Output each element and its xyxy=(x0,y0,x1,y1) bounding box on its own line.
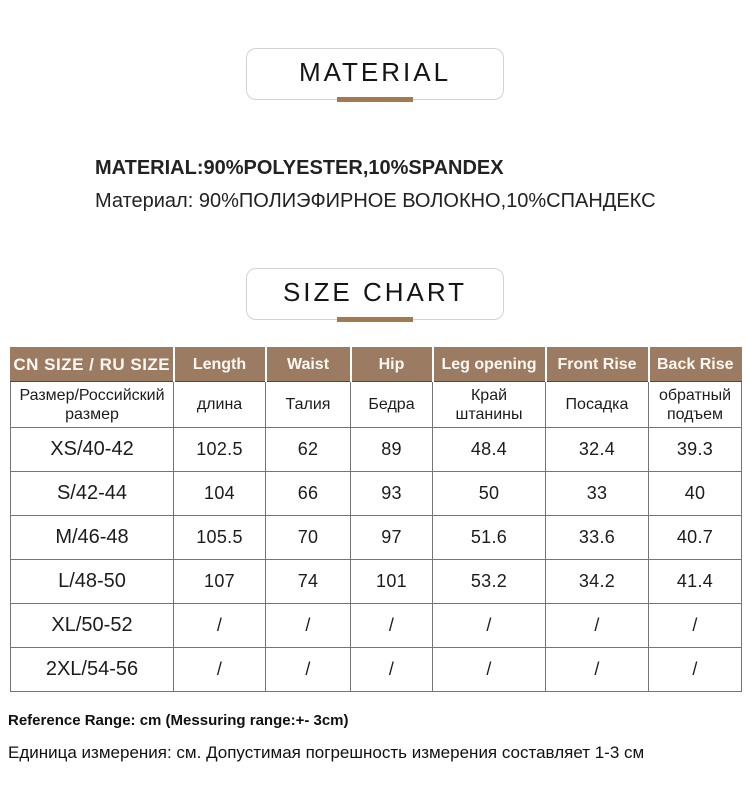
table-row-2xl xyxy=(11,648,742,692)
table-row-l xyxy=(11,560,742,604)
ru-header-cell-waist: Талия xyxy=(266,382,351,428)
value-cell: 34.2 xyxy=(546,560,649,604)
material-section-header xyxy=(246,48,504,100)
ru-header-cell-hip: Бедра xyxy=(351,382,433,428)
ru-header-cell-front-rise: Посадка xyxy=(546,382,649,428)
material-accent-underline xyxy=(337,97,413,102)
value-cell: / xyxy=(266,604,351,648)
table-row-xl xyxy=(11,604,742,648)
value-cell: / xyxy=(433,648,546,692)
value-cell: / xyxy=(174,604,266,648)
ru-header-cell-leg-opening: Край штанины xyxy=(433,382,546,428)
value-cell: 93 xyxy=(351,472,433,516)
header-cell-back-rise: Back Rise xyxy=(649,348,742,382)
value-cell: / xyxy=(174,648,266,692)
table-row-s xyxy=(11,472,742,516)
ru-header-cell-back-rise: обратный подъем xyxy=(649,382,742,428)
value-cell: / xyxy=(546,604,649,648)
value-cell: 104 xyxy=(174,472,266,516)
size-label: M/46-48 xyxy=(11,516,174,560)
table-row-m xyxy=(11,516,742,560)
size-chart-section-header xyxy=(246,268,504,320)
table-header-row-russian xyxy=(11,382,742,428)
value-cell: 48.4 xyxy=(433,428,546,472)
size-label: XL/50-52 xyxy=(11,604,174,648)
value-cell: 101 xyxy=(351,560,433,604)
ru-header-cell-size: Размер/Российский размер xyxy=(11,382,174,428)
material-info-block xyxy=(95,152,750,218)
value-cell: 39.3 xyxy=(649,428,742,472)
value-cell: / xyxy=(266,648,351,692)
value-cell: / xyxy=(649,604,742,648)
size-chart-table xyxy=(10,347,742,692)
value-cell: 33 xyxy=(546,472,649,516)
size-chart-section-title: SIZE CHART xyxy=(282,277,468,307)
value-cell: / xyxy=(649,648,742,692)
table-header-row-english xyxy=(11,348,742,382)
value-cell: 32.4 xyxy=(546,428,649,472)
measurement-notes xyxy=(8,712,750,763)
header-cell-front-rise: Front Rise xyxy=(546,348,649,382)
value-cell: 41.4 xyxy=(649,560,742,604)
header-cell-waist: Waist xyxy=(266,348,351,382)
value-cell: 89 xyxy=(351,428,433,472)
material-section-title: MATERIAL xyxy=(298,57,452,87)
value-cell: 40.7 xyxy=(649,516,742,560)
material-info-english: MATERIAL:90%POLYESTER,10%SPANDEX xyxy=(95,157,504,179)
size-label: 2XL/54-56 xyxy=(11,648,174,692)
header-cell-size: CN SIZE / RU SIZE xyxy=(11,348,174,382)
note-english: Reference Range: cm (Messuring range:+- 3cm) xyxy=(8,712,349,729)
value-cell: 50 xyxy=(433,472,546,516)
value-cell: 66 xyxy=(266,472,351,516)
value-cell: / xyxy=(433,604,546,648)
header-cell-length: Length xyxy=(174,348,266,382)
value-cell: 105.5 xyxy=(174,516,266,560)
value-cell: 70 xyxy=(266,516,351,560)
value-cell: 107 xyxy=(174,560,266,604)
material-info-russian: Материал: 90%ПОЛИЭФИРНОЕ ВОЛОКНО,10%СПАНДЕКС xyxy=(95,190,656,212)
value-cell: 74 xyxy=(266,560,351,604)
note-russian: Единица измерения: см. Допустимая погрешность измерения составляет 1-3 см xyxy=(8,743,645,762)
header-cell-leg-opening: Leg opening xyxy=(433,348,546,382)
value-cell: 102.5 xyxy=(174,428,266,472)
header-cell-hip: Hip xyxy=(351,348,433,382)
size-label: XS/40-42 xyxy=(11,428,174,472)
value-cell: / xyxy=(351,604,433,648)
value-cell: 53.2 xyxy=(433,560,546,604)
size-chart-accent-underline xyxy=(337,317,413,322)
value-cell: 51.6 xyxy=(433,516,546,560)
value-cell: 97 xyxy=(351,516,433,560)
size-label: L/48-50 xyxy=(11,560,174,604)
value-cell: 33.6 xyxy=(546,516,649,560)
value-cell: / xyxy=(351,648,433,692)
size-label: S/42-44 xyxy=(11,472,174,516)
value-cell: 62 xyxy=(266,428,351,472)
value-cell: / xyxy=(546,648,649,692)
value-cell: 40 xyxy=(649,472,742,516)
ru-header-cell-length: длина xyxy=(174,382,266,428)
table-row-xs xyxy=(11,428,742,472)
